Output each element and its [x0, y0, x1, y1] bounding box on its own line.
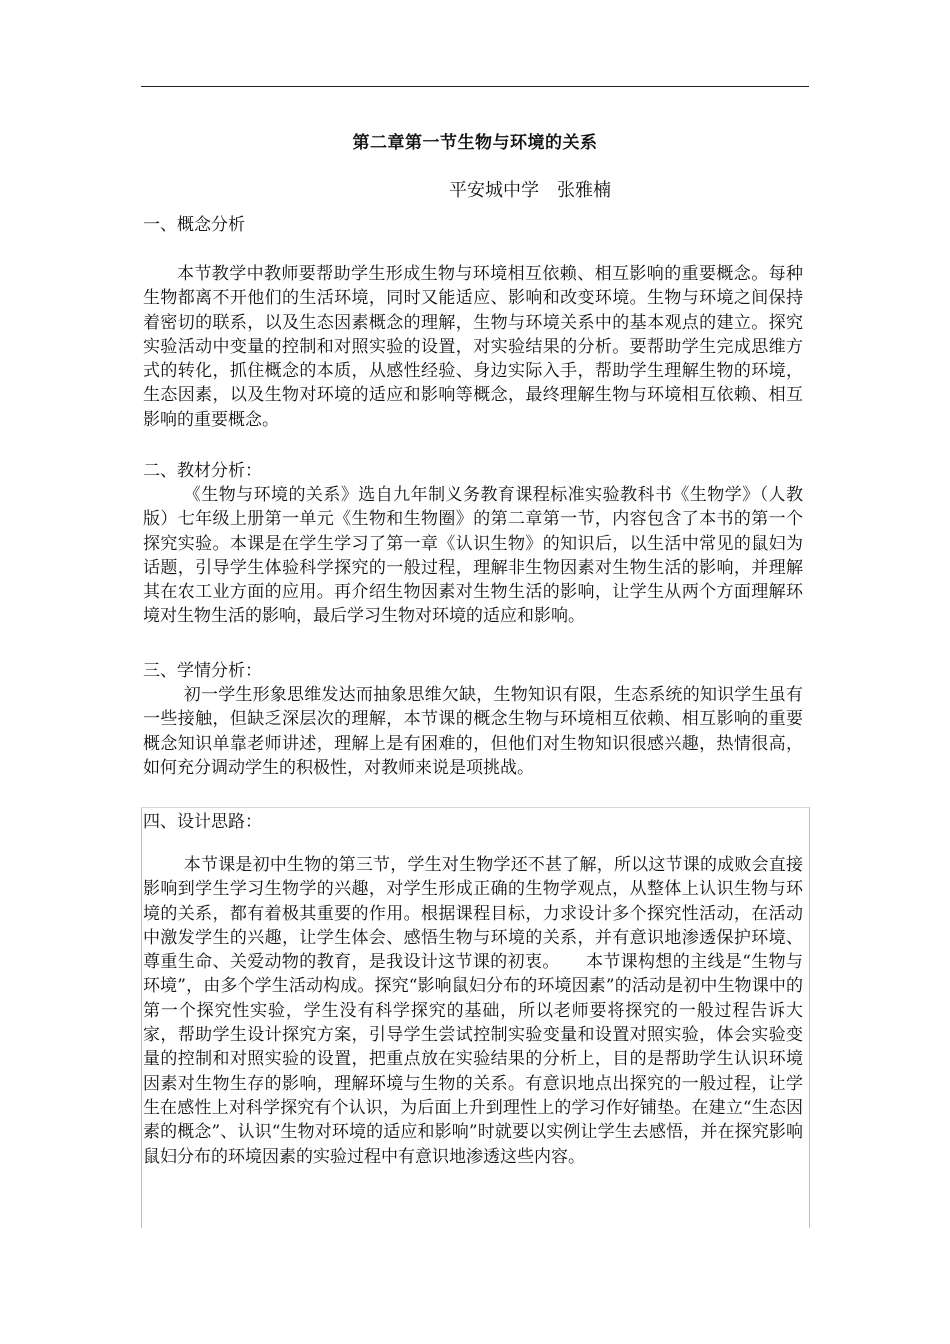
header-rule [141, 86, 809, 87]
author-line: 平安城中学 张雅楠 [449, 180, 611, 201]
paragraph: 本节课是初中生物的第三节，学生对生物学还不甚了解，所以这节课的成败会直接影响到学生学习生物学的兴趣，对学生形成正确的生物学观点，从整体上认识生物与环境的关系，都有着极其重要的作用。根据课程目标，力求设计多个探究性活动，在活动中激发学生的兴趣，让学生体会、感悟生物与环境的关系，并有意识地渗透保护环境、尊重生命、关爱动物的教育，是我设计这节课的初衷。 本节课构想的主线是“生物与环境”，由多个学生活动构成。探究“影响鼠妇分布的环境因素”的活动是初中生物课中的第一个探究性实验，学生没有科学探究的基础，所以老师要将探究的一般过程告诉大家，帮助学生设计探究方案，引导学生尝试控制实验变量和设置对照实验，体会实验变量的控制和对照实验的设置，把重点放在实验结果的分析上，目的是帮助学生认识环境因素对生物生存的影响，理解环境与生物的关系。有意识地点出探究的一般过程，让学生在感性上对科学探究有个认识，为后面上升到理性上的学习作好铺垫。在建立“生态因素的概念”、认识“生物对环境的适应和影响”时就要以实例让学生去感悟，并在探究影响鼠妇分布的环境因素的实验过程中有意识地渗透这些内容。 [143, 855, 803, 1167]
document-title: 第二章第一节生物与环境的关系 [352, 133, 598, 153]
section-heading-textbook: 二、教材分析： [143, 461, 262, 481]
section-body-design [143, 853, 803, 1169]
paragraph: 《生物与环境的关系》选自九年制义务教育课程标准实验教科书《生物学》（人教版）七年级上册第一单元《生物和生物圈》的第二章第一节，内容包含了本书的第一个探究实验。本课是在学生学习了第一章《认识生物》的知识后，以生活中常见的鼠妇为话题，引导学生体验科学探究的一般过程，理解非生物因素对生物生活的影响，并理解其在农工业方面的应用。再介绍生物因素对生物生活的影响，让学生从两个方面理解环境对生物生活的影响，最后学习生物对环境的适应和影响。 [143, 485, 803, 627]
section-heading-design: 四、设计思路： [143, 812, 262, 832]
section-heading-students: 三、学情分析： [143, 661, 262, 681]
paragraph: 初一学生形象思维发达而抽象思维欠缺，生物知识有限，生态系统的知识学生虽有一些接触，但缺乏深层次的理解，本节课的概念生物与环境相互依赖、相互影响的重要概念知识单靠老师讲述，理解上是有困难的，但他们对生物知识很感兴趣，热情很高，如何充分调动学生的积极性，对教师来说是项挑战。 [143, 685, 803, 778]
section-body-textbook [143, 483, 803, 629]
paragraph: 本节教学中教师要帮助学生形成生物与环境相互依赖、相互影响的重要概念。每种生物都离不开他们的生活环境，同时又能适应、影响和改变环境。生物与环境之间保持着密切的联系，以及生态因素概念的理解，生物与环境关系中的基本观点的建立。探究实验活动中变量的控制和对照实验的设置，对实验结果的分析。要帮助学生完成思维方式的转化，抓住概念的本质，从感性经验、身边实际入手，帮助学生理解生物的环境，生态因素，以及生物对环境的适应和影响等概念，最终理解生物与环境相互依赖、相互影响的重要概念。 [143, 264, 803, 430]
section-heading-concept: 一、概念分析 [143, 215, 245, 235]
section-body-students [143, 683, 803, 780]
section-body-concept [143, 262, 803, 432]
